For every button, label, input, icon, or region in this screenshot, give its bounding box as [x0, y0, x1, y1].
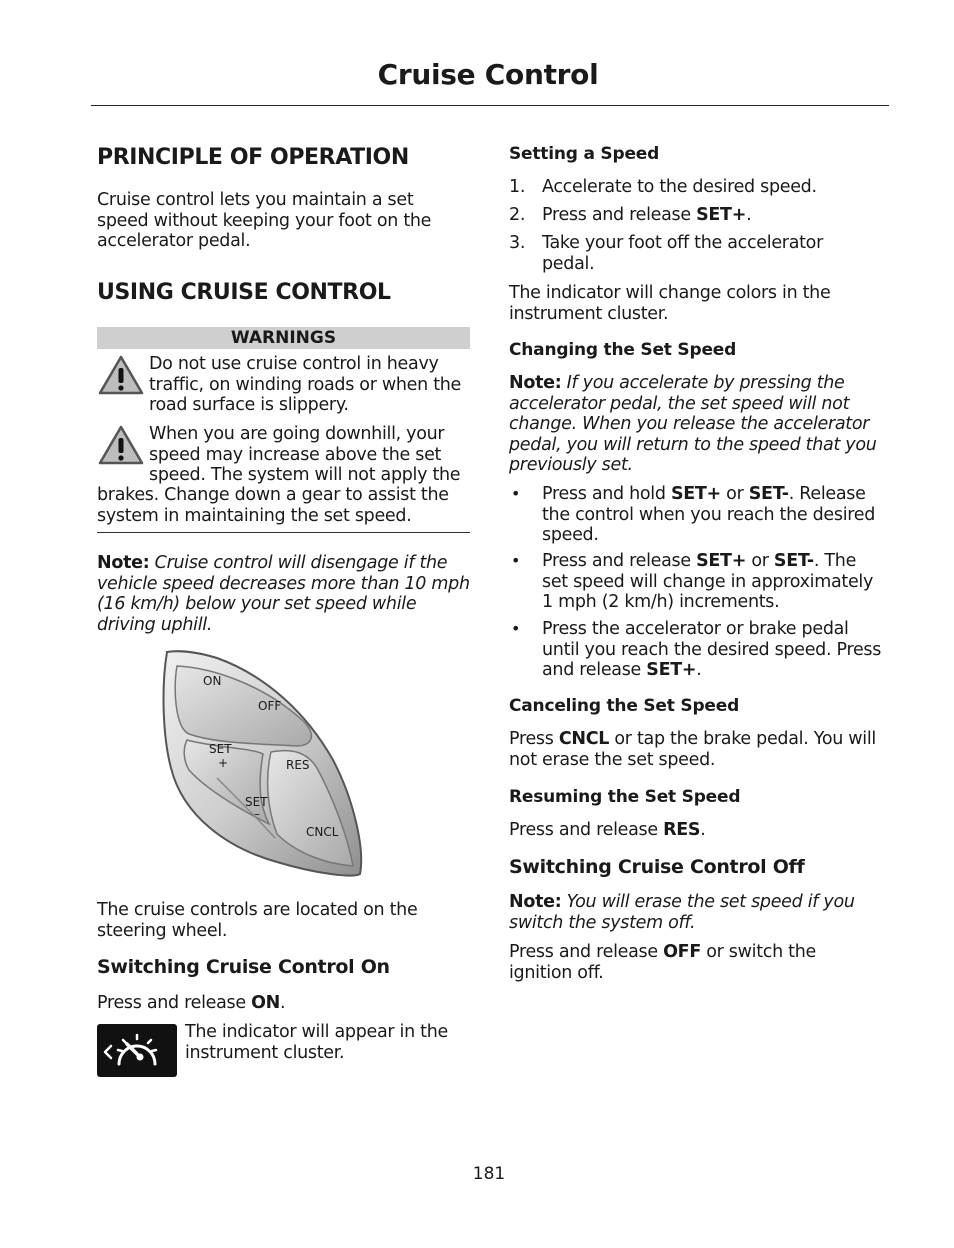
cancel-key: CNCL	[558, 729, 610, 749]
bullet-dot: •	[511, 619, 521, 638]
bullet-1-c: . Release the control when you reach the desired speed.	[542, 484, 876, 545]
label-off: OFF	[258, 699, 282, 713]
bullet-3-a: Press the accelerator or brake pedal until you reach the desired speed. Press and release	[542, 619, 882, 680]
step-1-number: 1.	[509, 177, 526, 197]
principle-text: Cruise control lets you maintain a set speed without keeping your foot on the accelerator pedal.	[97, 190, 432, 251]
note-label: Note:	[509, 892, 562, 912]
bullet-2	[509, 551, 885, 613]
resume-text	[509, 820, 706, 841]
label-res: RES	[286, 758, 310, 772]
bullet-1	[509, 484, 885, 546]
label-minus: –	[254, 807, 260, 821]
bullet-2-c: . The set speed will change in approximately 1 mph (2 km/h) increments.	[542, 551, 874, 612]
switch-on-text	[97, 993, 285, 1014]
warnings-bar: WARNINGS	[97, 327, 470, 349]
canceling-speed-heading: Canceling the Set Speed	[509, 696, 740, 716]
bullet-dot: •	[511, 551, 521, 570]
off-pre: Press and release	[509, 942, 664, 962]
switch-off-heading: Switching Cruise Control Off	[509, 856, 805, 878]
step-2-number: 2.	[509, 205, 526, 225]
note-text: If you accelerate by pressing the accelerator pedal, the set speed will not change. When you release the accelerator pedal, you will return to the speed that you previously set.	[509, 373, 877, 475]
setting-speed-heading: Setting a Speed	[509, 144, 660, 164]
label-set-plus: SET	[209, 742, 232, 756]
resume-pre: Press and release	[509, 820, 664, 840]
switch-on-heading: Switching Cruise Control On	[97, 956, 390, 978]
bullet-2-a: Press and release	[542, 551, 697, 571]
step-3	[509, 233, 885, 275]
label-set-minus: SET	[245, 795, 268, 809]
note-erase	[509, 892, 885, 933]
bullet-1-b: or	[720, 484, 749, 504]
cruise-control-switch-illustration	[157, 648, 397, 882]
off-post: or switch the ignition off.	[509, 942, 816, 983]
warning-2-text: When you are going downhill, your speed may increase above the set speed. The system will not apply the	[149, 424, 461, 485]
bullet-1-text	[542, 484, 887, 546]
page-number: 181	[472, 1164, 506, 1184]
switch-on-post: .	[280, 993, 286, 1013]
step-2	[509, 205, 885, 227]
switch-off-text	[509, 942, 849, 983]
step-2-text	[542, 205, 887, 226]
bullet-2-text	[542, 551, 887, 613]
steering-switch-image	[157, 648, 397, 882]
note-label: Note:	[97, 553, 150, 573]
warning-1-text: Do not use cruise control in heavy traffic, on winding roads or when the road surface is slippery.	[149, 354, 462, 415]
warnings-end-rule	[97, 532, 470, 533]
label-on: ON	[203, 674, 222, 688]
note-disengage	[97, 553, 473, 635]
cruise-control-indicator-icon	[97, 1024, 177, 1077]
step-2-key: SET+	[696, 205, 747, 225]
resume-key: RES	[663, 820, 701, 840]
step-1-text: Accelerate to the desired speed.	[542, 177, 817, 197]
indicator-appear-text: The indicator will appear in the instrument cluster.	[185, 1022, 448, 1063]
bullet-3-text	[542, 619, 887, 681]
principle-heading: PRINCIPLE OF OPERATION	[97, 145, 409, 170]
note-accelerate	[509, 373, 885, 476]
bullet-3-b: .	[696, 660, 702, 680]
bullet-3	[509, 619, 885, 681]
cancel-pre: Press	[509, 729, 559, 749]
bullet-2-key2: SET-	[773, 551, 814, 571]
switch-on-pre: Press and release	[97, 993, 252, 1013]
warning-triangle-icon	[97, 354, 145, 396]
bullet-2-key1: SET+	[696, 551, 747, 571]
bullet-1-key1: SET+	[670, 484, 721, 504]
label-cncl: CNCL	[306, 825, 339, 839]
step-2-post: .	[746, 205, 752, 225]
step-3-number: 3.	[509, 233, 526, 253]
bullet-1-a: Press and hold	[542, 484, 671, 504]
switch-on-key: ON	[251, 993, 281, 1013]
warning-2-continued: brakes. Change down a gear to assist the system in maintaining the set speed.	[97, 485, 449, 526]
step-2-pre: Press and release	[542, 205, 697, 225]
off-key: OFF	[663, 942, 701, 962]
note-text: Cruise control will disengage if the vehicle speed decreases more than 10 mph (16 km/h) below your set speed while driving uphill.	[97, 553, 470, 635]
note-label: Note:	[509, 373, 562, 393]
step-1	[509, 177, 885, 199]
bullet-2-b: or	[746, 551, 774, 571]
using-heading: USING CRUISE CONTROL	[97, 280, 391, 305]
bullet-dot: •	[511, 484, 521, 503]
bullet-1-key2: SET-	[748, 484, 789, 504]
label-plus: +	[218, 756, 229, 770]
note-text: You will erase the set speed if you switch the system off.	[509, 892, 855, 933]
indicator-colors-text: The indicator will change colors in the instrument cluster.	[509, 283, 831, 324]
page-title: Cruise Control	[377, 58, 599, 91]
step-3-text: Take your foot off the accelerator pedal.	[542, 233, 823, 274]
cancel-text	[509, 729, 879, 770]
title-divider	[91, 105, 889, 106]
resuming-speed-heading: Resuming the Set Speed	[509, 787, 741, 807]
bullet-3-key1: SET+	[646, 660, 697, 680]
changing-speed-heading: Changing the Set Speed	[509, 340, 737, 360]
warning-triangle-icon	[97, 424, 145, 466]
resume-post: .	[700, 820, 706, 840]
cancel-post: or tap the brake pedal. You will not erase the set speed.	[509, 729, 876, 770]
controls-location-text: The cruise controls are located on the steering wheel.	[97, 900, 418, 941]
